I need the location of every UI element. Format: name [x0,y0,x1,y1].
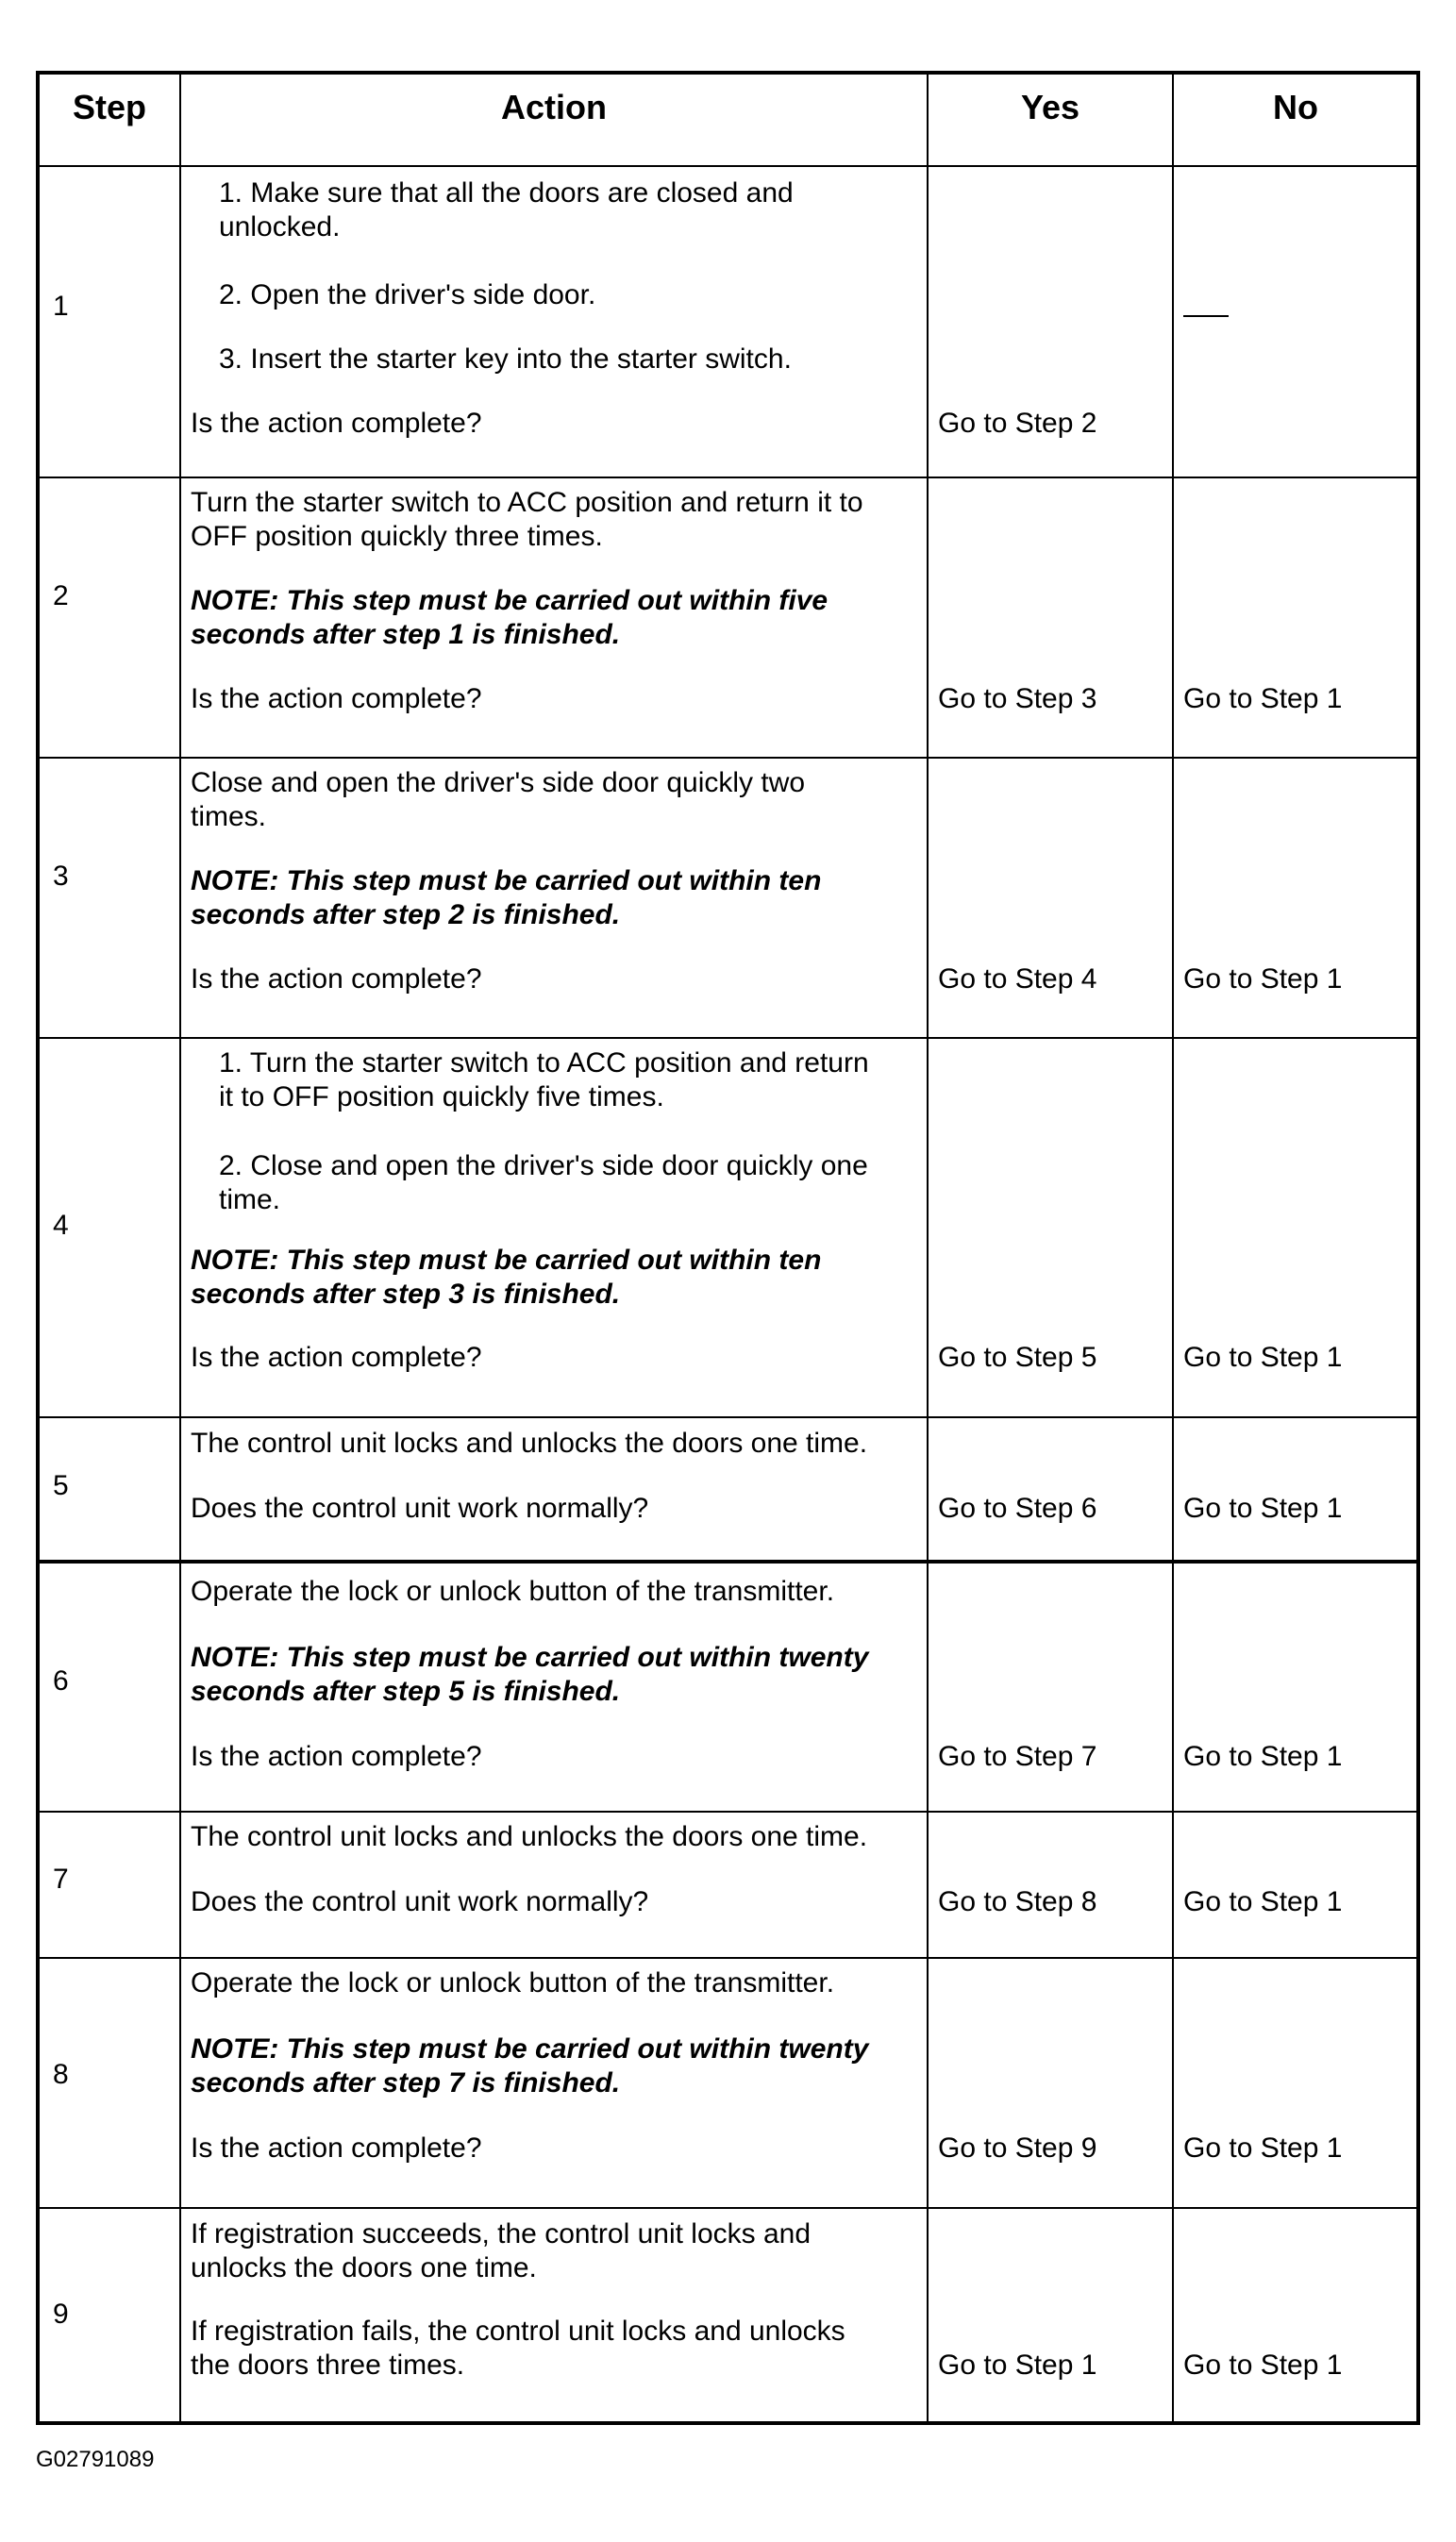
no-target: Go to Step 1 [1183,963,1343,995]
yes-target: Go to Step 5 [938,1342,1097,1373]
step-number: 6 [53,1665,69,1697]
action-question: Is the action complete? [191,2132,482,2164]
step-number: 7 [53,1864,69,1895]
action-question: Is the action complete? [191,408,482,439]
step-number: 4 [53,1210,69,1241]
row-divider [40,1811,1416,1813]
yes-target: Go to Step 8 [938,1886,1097,1917]
action-question: Does the control unit work normally? [191,1886,649,1917]
header-step: Step [72,88,146,126]
action-note: NOTE: This step must be carried out within ten seconds after step 3 is finished. [191,1245,822,1310]
action-note: NOTE: This step must be carried out within twenty seconds after step 5 is finished. [191,1642,869,1707]
action-question: Is the action complete? [191,1741,482,1772]
action-text: If registration succeeds, the control unit locks and unlocks the doors one time. [191,2218,812,2283]
row-divider [40,757,1416,759]
action-note: NOTE: This step must be carried out within twenty seconds after step 7 is finished. [191,2033,869,2099]
action-text: 1. Make sure that all the doors are closed and unlocked. [219,177,794,242]
row-divider [40,165,1416,167]
step-number: 3 [53,861,69,892]
row-divider [40,1560,1416,1564]
row-divider [40,1957,1416,1959]
header-no: No [1273,88,1318,126]
figure-id: G02791089 [36,2447,155,2472]
yes-target: Go to Step 1 [938,2350,1097,2381]
yes-target: Go to Step 6 [938,1493,1097,1524]
action-text: Close and open the driver's side door quickly two times. [191,767,806,832]
no-target: Go to Step 1 [1183,1493,1343,1524]
row-divider [40,1037,1416,1039]
action-text: 1. Turn the starter switch to ACC position and return it to OFF position quickly five times. [219,1047,869,1112]
row-divider [40,2207,1416,2209]
no-target: Go to Step 1 [1183,2350,1343,2381]
no-target-dash [1183,315,1229,317]
action-text: 3. Insert the starter key into the starter switch. [219,343,792,375]
action-text: The control unit locks and unlocks the doors one time. [191,1428,868,1459]
step-number: 9 [53,2299,69,2330]
column-divider [1172,75,1174,2421]
action-text: The control unit locks and unlocks the doors one time. [191,1821,868,1852]
header-yes: Yes [1020,88,1080,126]
action-text: Turn the starter switch to ACC position and return it to OFF position quickly three times. [191,487,863,552]
step-number: 1 [53,291,69,322]
yes-target: Go to Step 2 [938,408,1097,439]
yes-target: Go to Step 3 [938,683,1097,714]
yes-target: Go to Step 4 [938,963,1097,995]
action-question: Is the action complete? [191,1342,482,1373]
column-divider [927,75,929,2421]
header-action: Action [501,88,607,126]
no-target: Go to Step 1 [1183,683,1343,714]
yes-target: Go to Step 7 [938,1741,1097,1772]
action-question: Is the action complete? [191,683,482,714]
action-text: If registration fails, the control unit locks and unlocks the doors three times. [191,2316,845,2381]
action-text: Operate the lock or unlock button of the transmitter. [191,1967,835,1998]
action-text: Operate the lock or unlock button of the transmitter. [191,1576,835,1607]
action-text: 2. Close and open the driver's side door quickly one time. [219,1150,868,1215]
action-text: 2. Open the driver's side door. [219,279,596,310]
action-question: Does the control unit work normally? [191,1493,649,1524]
step-number: 2 [53,580,69,611]
no-target: Go to Step 1 [1183,2132,1343,2164]
step-number: 5 [53,1470,69,1501]
procedure-table [36,71,1420,2425]
no-target: Go to Step 1 [1183,1342,1343,1373]
step-number: 8 [53,2059,69,2090]
no-target: Go to Step 1 [1183,1886,1343,1917]
column-divider [179,75,181,2421]
row-divider [40,477,1416,478]
yes-target: Go to Step 9 [938,2132,1097,2164]
no-target: Go to Step 1 [1183,1741,1343,1772]
action-note: NOTE: This step must be carried out within ten seconds after step 2 is finished. [191,865,822,930]
row-divider [40,1416,1416,1418]
action-note: NOTE: This step must be carried out within five seconds after step 1 is finished. [191,585,828,650]
action-question: Is the action complete? [191,963,482,995]
